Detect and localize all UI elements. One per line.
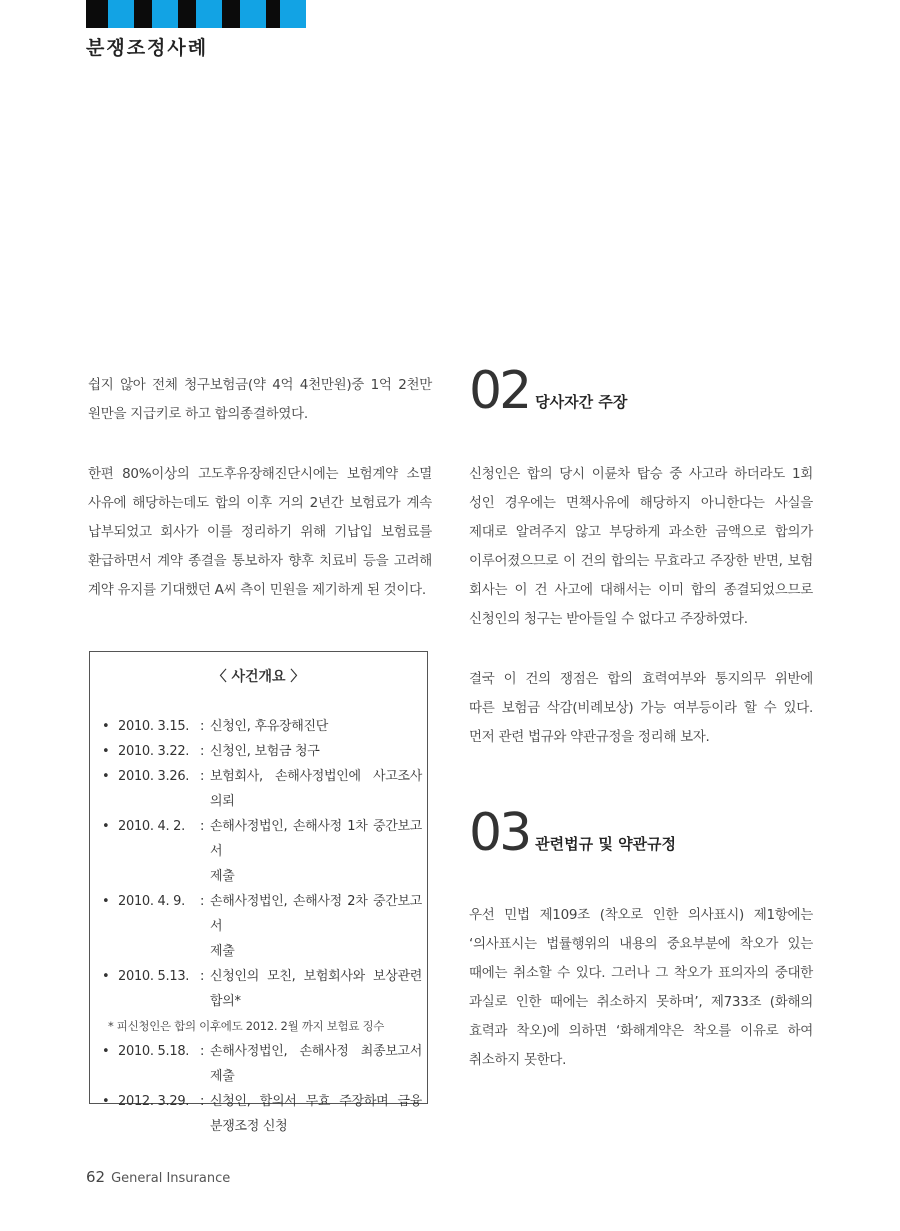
text-line: 과실로 인한 때에는 취소하지 못하며’, 제733조 (화해의: [469, 994, 813, 1010]
text-line: 신청인은 합의 당시 이륜차 탑승 중 사고라 하더라도 1회: [469, 466, 813, 482]
text-line: 계약 유지를 기대했던 A씨 측이 민원을 제기하게 된 것이다.: [88, 582, 426, 598]
event-desc-line: 신청인, 합의서 무효 주장하며 금융: [210, 1094, 422, 1109]
bullet-icon: •: [102, 719, 110, 734]
bullet-icon: •: [102, 1044, 110, 1059]
text-line: 환급하면서 계약 종결을 통보하자 향후 치료비 등을 고려해: [88, 553, 432, 569]
text-line: 사유에 해당하는데도 합의 이후 거의 2년간 보험료가 계속: [88, 495, 432, 511]
event-date: 2010. 3.15.: [118, 719, 190, 734]
event-date: 2010. 4. 2.: [118, 819, 185, 834]
section-label: 분쟁조정사례: [86, 37, 209, 59]
event-colon: :: [200, 819, 205, 834]
footnote-text: * 피신청인은 합의 이후에도 2012. 2월 까지 보험료 징수: [108, 1019, 385, 1033]
event-desc-line: 신청인의 모친, 보험회사와 보상관련: [210, 969, 422, 984]
bullet-icon: •: [102, 1094, 110, 1109]
event-desc-line: 보험회사, 손해사정법인에 사고조사: [210, 769, 422, 784]
event-colon: :: [200, 969, 205, 984]
event-item: [102, 714, 422, 739]
page-number: 62: [86, 1168, 106, 1186]
event-desc: [210, 1039, 422, 1089]
text-line: 이루어졌으므로 이 건의 합의는 무효라고 주장한 반면, 보험: [469, 553, 813, 569]
event-desc: [210, 1089, 422, 1139]
event-item: [102, 964, 422, 1014]
event-item: [102, 1089, 422, 1139]
left-paragraph-1: [88, 371, 432, 429]
bullet-icon: •: [102, 969, 110, 984]
event-list: [102, 714, 422, 1139]
section-03-paragraph: [469, 901, 813, 1075]
bullet-icon: •: [102, 894, 110, 909]
section-03-number: 03: [469, 803, 530, 863]
event-colon: :: [200, 894, 205, 909]
event-date: 2010. 4. 9.: [118, 894, 185, 909]
text-line: 결국 이 건의 쟁점은 합의 효력여부와 통지의무 위반에: [469, 671, 813, 687]
bullet-icon: •: [102, 744, 110, 759]
case-summary-box: [89, 651, 428, 1134]
event-item: [102, 889, 422, 964]
event-date: 2010. 5.13.: [118, 969, 190, 984]
text-line: 원만을 지급키로 하고 합의종결하였다.: [88, 406, 308, 422]
text-line: 때에는 취소할 수 있다. 그러나 그 착오가 표의자의 중대한: [469, 965, 813, 981]
event-item: [102, 764, 422, 814]
section-03-title: 관련법규 및 약관규정: [535, 835, 677, 853]
left-paragraph-2: [88, 460, 432, 605]
event-date: 2010. 3.22.: [118, 744, 190, 759]
text-line: 먼저 관련 법규와 약관규정을 정리해 보자.: [469, 729, 710, 745]
event-desc-line: 제출: [210, 944, 235, 959]
text-line: 신청인의 청구는 받아들일 수 없다고 주장하였다.: [469, 611, 748, 627]
text-line: 제대로 알려주지 않고 부당하게 과소한 금액으로 합의가: [469, 524, 813, 540]
text-line: 납부되었고 회사가 이를 정리하기 위해 기납입 보험료를: [88, 524, 432, 540]
event-desc-line: 신청인, 보험금 청구: [210, 744, 320, 759]
text-line: 효력과 착오)에 의하면 ‘화해계약은 착오를 이유로 하여: [469, 1023, 813, 1039]
text-line: 취소하지 못한다.: [469, 1052, 567, 1068]
text-line: 회사는 이 건 사고에 대해서는 이미 합의 종결되었으므로: [469, 582, 813, 598]
event-desc-line: 손해사정법인, 손해사정 최종보고서: [210, 1044, 422, 1059]
section-02-paragraph-1: [469, 460, 813, 634]
event-date: 2012. 3.29.: [118, 1094, 190, 1109]
event-desc-line: 손해사정법인, 손해사정 2차 중간보고서: [210, 894, 422, 934]
text-line: 쉽지 않아 전체 청구보험금(약 4억 4천만원)중 1억 2천만: [88, 377, 432, 393]
event-desc: [210, 764, 422, 814]
event-date: 2010. 5.18.: [118, 1044, 190, 1059]
event-desc-line: 분쟁조정 신청: [210, 1119, 288, 1134]
event-colon: :: [200, 1094, 205, 1109]
event-colon: :: [200, 719, 205, 734]
event-desc-line: 의뢰: [210, 794, 235, 809]
case-summary-title: 〈 사건개요 〉: [212, 669, 305, 685]
text-line: 성인 경우에는 면책사유에 해당하지 아니한다는 사실을: [469, 495, 813, 511]
text-line: 한편 80%이상의 고도후유장해진단시에는 보험계약 소멸: [88, 466, 432, 482]
publication-label: General Insurance: [111, 1171, 231, 1186]
section-02-number: 02: [469, 361, 530, 421]
section-02-title: 당사자간 주장: [535, 393, 628, 411]
event-desc: [210, 739, 422, 764]
event-desc-line: 제출: [210, 869, 235, 884]
event-desc: [210, 714, 422, 739]
event-desc: [210, 964, 422, 1014]
event-desc: [210, 889, 422, 964]
section-03-heading: [469, 803, 677, 863]
footnote: [102, 1014, 422, 1039]
text-line: ‘의사표시는 법률행위의 내용의 중요부분에 착오가 있는: [469, 936, 813, 952]
header-color-bar: [86, 0, 306, 28]
page-footer: [86, 1168, 230, 1186]
section-02-heading: [469, 361, 628, 421]
bullet-icon: •: [102, 769, 110, 784]
event-colon: :: [200, 769, 205, 784]
event-date: 2010. 3.26.: [118, 769, 190, 784]
section-02-paragraph-2: [469, 665, 813, 752]
event-desc-line: 합의*: [210, 994, 241, 1009]
event-colon: :: [200, 1044, 205, 1059]
bullet-icon: •: [102, 819, 110, 834]
event-item: [102, 1039, 422, 1089]
text-line: 따른 보험금 삭감(비례보상) 가능 여부등이라 할 수 있다.: [469, 700, 813, 716]
event-item: [102, 814, 422, 889]
event-item: [102, 739, 422, 764]
event-desc-line: 제출: [210, 1069, 235, 1084]
event-desc-line: 신청인, 후유장해진단: [210, 719, 328, 734]
event-desc: [210, 814, 422, 889]
text-line: 우선 민법 제109조 (착오로 인한 의사표시) 제1항에는: [469, 907, 813, 923]
event-desc-line: 손해사정법인, 손해사정 1차 중간보고서: [210, 819, 422, 859]
event-colon: :: [200, 744, 205, 759]
